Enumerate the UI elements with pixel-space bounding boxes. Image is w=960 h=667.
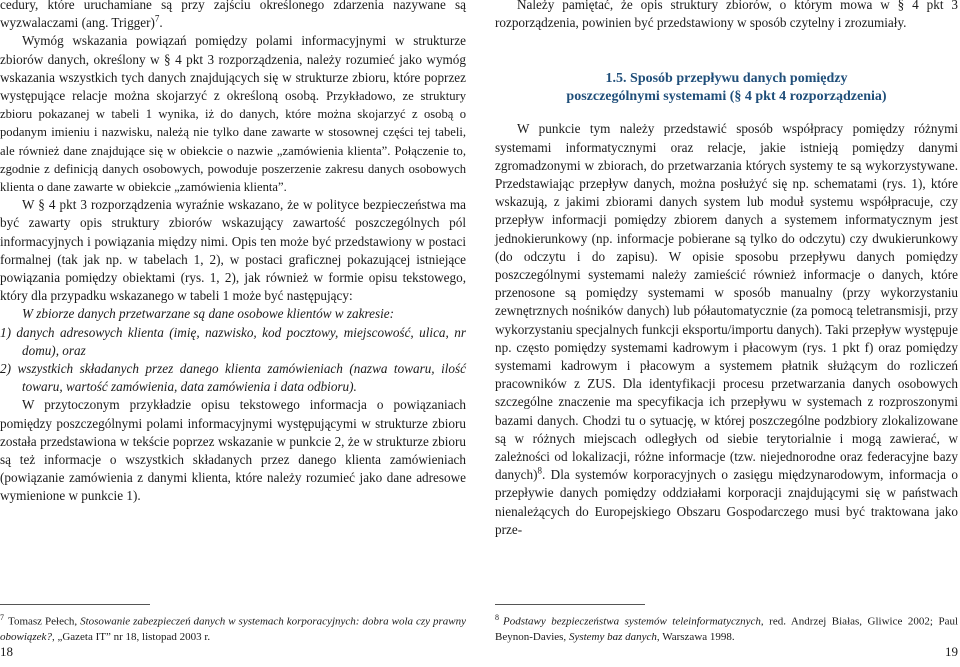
list-item: 1) danych adresowych klienta (imię, nazwisko, kod pocztowy, miejscowość, ulica, nr domu), oraz	[0, 324, 466, 358]
heading-line: 1.5. Sposób przepływu danych pomiędzy	[605, 71, 848, 87]
list-item: 2) wszystkich składanych przez danego klienta zamówieniach (nazwa towaru, ilość towaru, wartość zamówienia, data zamówienia i data odbioru).	[0, 361, 466, 395]
footnote-source: , Warszawa 1998.	[656, 630, 735, 643]
footnote-ref-8[interactable]: 8	[537, 465, 542, 476]
page-number-right: 19	[945, 644, 958, 659]
paragraph: W przytoczonym przykładzie opisu tekstowego informacja o powiązaniach pomiędzy poszczególnymi polami informacyjnymi występującymi w strukturze zbioru została przedstawiona w tekście poprzez wskazanie w punkcie 2, że w strukturze zbioru są też informacje o wszystkich składanych przez danego klienta zamówieniach (powiązanie zamówienia z danymi klienta, które należy rozumieć jako dane adresowe wymienione w punkcie 1).	[0, 397, 466, 504]
footnote-divider	[0, 604, 150, 605]
footnote-number: 8	[495, 613, 499, 622]
left-page-text	[0, 0, 466, 506]
paragraph: Należy pamiętać, że opis struktury zbiorów, o którym mowa w § 4 pkt 3 rozporządzenia, powinien być przedstawiony w sposób czytelny i zrozumiały.	[495, 0, 958, 31]
footnote-title: Podstawy bezpieczeństwa systemów teleinformatycznych	[503, 615, 761, 628]
footnote-source: , „Gazeta IT” nr 18, listopad 2003 r.	[51, 630, 211, 643]
paragraph: W punkcie tym należy przedstawić sposób współpracy pomiędzy różnymi systemami informatycznymi oraz relacje, jakie istnieją pomiędzy danymi zgromadzonymi w zbiorach, do przetwarzania których systemy te są wykorzystywane. Przedstawiając przepływ danych, można posłużyć się np. schematami (rys. 1), które wskazują, z jakimi zbiorami danych system lub moduł systemu współpracuje, czy przepływ informacji pomiędzy zbiorem danych a systemem informatycznym jest jednokierunkowy (np. informacje pobierane są tylko do odczytu) czy dwukierunkowy (do odczytu i do zapisu). W opisie sposobu przepływu danych pomiędzy poszczególnymi systemami należy zamieścić również informacje o danych, które przenosone są pomiędzy systemami w sposób manualny (przy wykorzystaniu zewnętrznych nośników danych) lub półautomatycznie (za pomocą teletransmisji, przy wykorzystaniu specjalnych funkcji eksportu/importu danych). Taki przepływ występuje np. często pomiędzy systemami kadrowym i płacowym (rys. 1 pkt f) oraz pomiędzy systemami kadrowym i płacowym a systemem płatnik służącym do rozliczeń pracowników z ZUS. Dla identyfikacji procesu przetwarzania danych osobowych szczególne znaczenie ma specyfikacja ich przepływu w systemach z rozproszonymi bazami danych. Chodzi tu o sytuację, w której poszczególne podzbiory zlokalizowane są w różnych miejscach odległych od siebie terytorialnie i mogą zawierać, w zależności od lokalizacji, różne informacje (tzw. niejednorodne oraz federacyjne bazy danych)$^8$. Dla systemów korporacyjnych o zasięgu międzynarodowym, informacja o przepływie danych pomiędzy oddziałami korporacji znajdującymi się w państwach nienależących do Europejskiego Obszaru Gospodarczego musi być traktowana jako prze-	[495, 121, 958, 537]
footnote-title: Stosowanie zabezpieczeń danych w systemach korporacyjnych: dobra wola czy prawny obowiązek?	[0, 615, 467, 643]
quote-paragraph: W zbiorze danych przetwarzane są dane osobowe klientów w zakresie:	[22, 306, 395, 322]
page-number-left: 18	[0, 644, 13, 659]
paragraph: W § 4 pkt 3 rozporządzenia wyraźnie wskazano, że w polityce bezpieczeństwa ma być zawarty opis struktury zbiorów wskazujący zawartość poszczególnych pól informacyjnych i powiązania między nimi. Opis ten może być przedstawiony w postaci formalnej (tak jak np. w tabelach 1, 2), w postaci graficznej pokazującej istniejące powiązania pomiędzy obiektami (rys. 1, 2), jak również w formie opisu tekstowego, który dla przypadku wskazanego w tabeli 1 może być następujący:	[0, 197, 466, 304]
footnote-divider	[495, 604, 645, 605]
footnote-8	[495, 610, 958, 645]
footnote-title: Systemy baz danych	[568, 630, 657, 643]
footnote-number: 7	[0, 613, 4, 622]
footnote-source: , red. Andrzej Białas, Gliwice 2002; Paul Beynon-Davies,	[495, 615, 959, 643]
heading-line: poszczególnymi systemami (§ 4 pkt 4 rozporządzenia)	[566, 89, 887, 105]
right-page-text	[495, 0, 958, 539]
paragraph: Wymóg wskazania powiązań pomiędzy polami informacyjnymi w strukturze zbiorów danych, określony w § 4 pkt 3 rozporządzenia, należy rozumieć jako wymóg wskazania wszystkich tych danych znajdujących się w strukturze zbioru, które poprzez występujące relacje można skojarzyć z określoną osobą. Przykładowo, ze struktury zbioru pokazanej w tabeli 1 wynika, iż do danych, które można skojarzyć z osobą o podanym imieniu i nazwisku, należą nie tylko dane zawarte w stosownej części tej tabeli, ale również dane znajdujące się w obiekcie o nazwie „zamówienia klienta”. Połączenie to, zgodnie z definicją danych osobowych, powoduje poszerzenie zakresu danych osobowych klienta o dane zawarte w obiekcie „zamówienia klienta”.	[0, 33, 466, 195]
section-heading	[495, 70, 958, 106]
footnote-ref-7[interactable]: 7	[154, 13, 160, 24]
intro-paragraph: cedury, które uruchamiane są przy zajściu określonego zdarzenia nazywane są wyzwalaczami (ang. Trigger)$^7$.	[0, 0, 466, 31]
footnote-author: Tomasz Pełech,	[8, 615, 81, 628]
quote-list	[0, 324, 466, 397]
footnote-7	[0, 610, 466, 645]
